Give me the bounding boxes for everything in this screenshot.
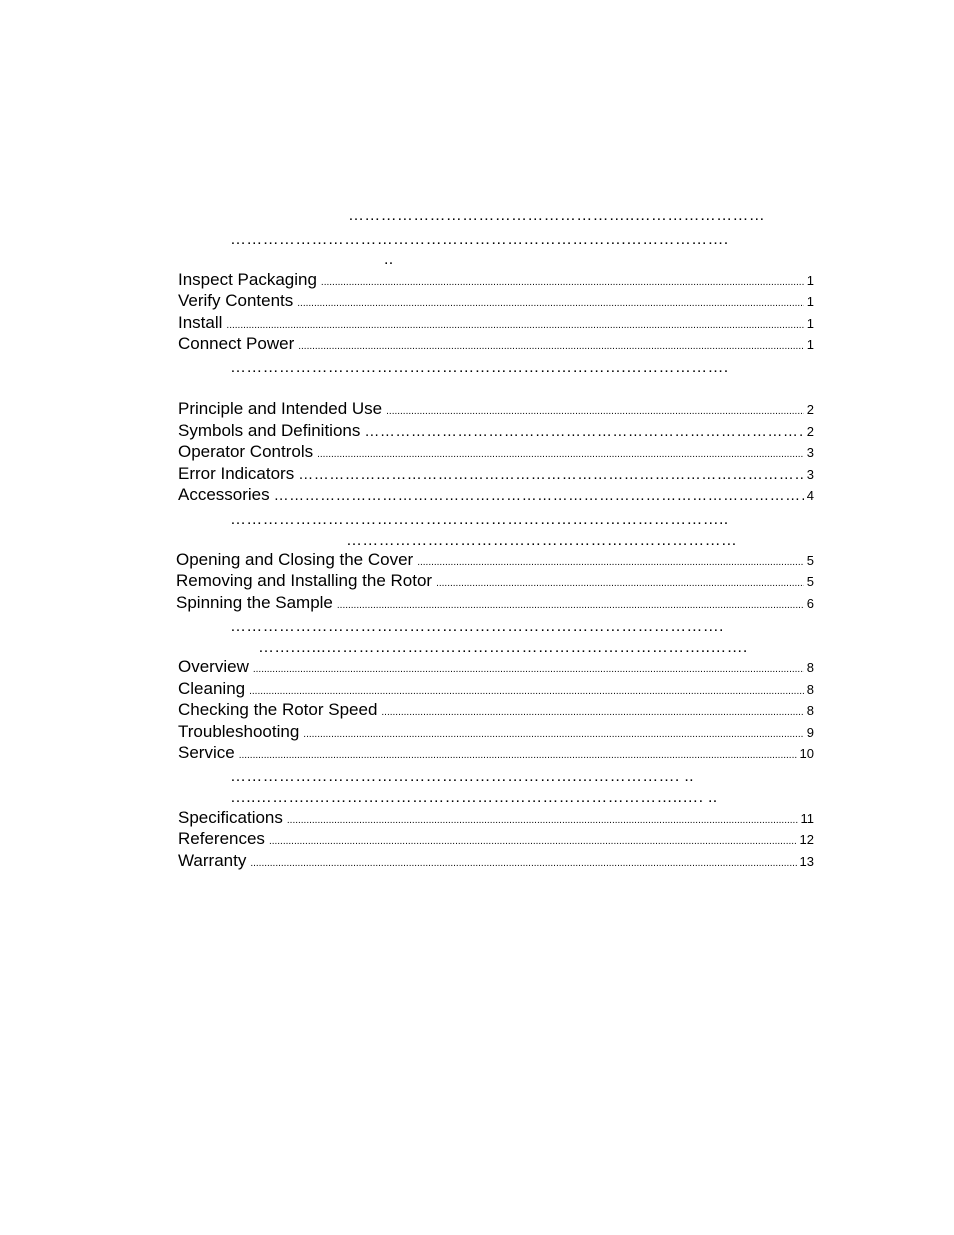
toc-entry-label: Operator Controls bbox=[178, 442, 314, 461]
toc-entry[interactable] bbox=[178, 678, 814, 699]
toc-entry-page: 8 bbox=[806, 703, 814, 718]
toc-entry-label: Accessories bbox=[178, 485, 270, 504]
toc-entry-leader bbox=[298, 464, 804, 484]
toc-entry-label: Connect Power bbox=[178, 334, 295, 353]
toc-entry-page: 12 bbox=[799, 832, 814, 847]
toc-entry-label: Error Indicators bbox=[178, 464, 295, 483]
toc-entry-leader bbox=[269, 831, 797, 849]
toc-entry-page: 1 bbox=[806, 316, 814, 331]
toc-entry-page: 4 bbox=[806, 488, 814, 503]
toc-entry-label: Symbols and Definitions bbox=[178, 421, 361, 440]
toc-entry-leader bbox=[249, 681, 804, 699]
section-leader-row: ……………………………………………………………….………………. bbox=[230, 359, 729, 376]
toc-entry-page: 5 bbox=[806, 553, 814, 568]
section-leader-row: .. bbox=[384, 251, 394, 268]
toc-entry-leader bbox=[250, 853, 796, 871]
section-leader-row: ……………………………………………………………….………………. bbox=[230, 231, 729, 248]
toc-entry-page: 13 bbox=[799, 854, 814, 869]
section-leader-row: …….…...……………………………………………………………..……. bbox=[258, 639, 748, 656]
toc-entry[interactable] bbox=[178, 484, 814, 505]
toc-entry-page: 2 bbox=[806, 424, 814, 439]
toc-entry-label: Specifications bbox=[178, 808, 283, 827]
toc-entry-leader bbox=[436, 573, 804, 591]
toc-entry-page: 11 bbox=[800, 811, 814, 826]
toc-entry-page: 5 bbox=[806, 574, 814, 589]
toc-entry-label: Opening and Closing the Cover bbox=[176, 550, 414, 569]
toc-entry-page: 1 bbox=[806, 294, 814, 309]
section-leader-row: ………………………………………………………………………………. bbox=[230, 618, 724, 635]
toc-entry-label: Install bbox=[178, 313, 223, 332]
toc-entry-label: Checking the Rotor Speed bbox=[178, 700, 378, 719]
toc-entry[interactable] bbox=[178, 290, 814, 311]
toc-entry-leader bbox=[364, 421, 803, 441]
toc-entry-leader bbox=[317, 444, 804, 462]
section-leader-row: ……………………………………………………………………………….. bbox=[230, 511, 729, 528]
toc-entry-page: 10 bbox=[799, 746, 814, 761]
toc-entry[interactable] bbox=[178, 721, 814, 742]
toc-entry-label: Principle and Intended Use bbox=[178, 399, 383, 418]
toc-entry[interactable] bbox=[178, 850, 814, 871]
toc-entry-page: 3 bbox=[806, 445, 814, 460]
toc-entry-leader bbox=[274, 485, 804, 505]
toc-entry-leader bbox=[303, 724, 803, 742]
toc-entry[interactable] bbox=[178, 828, 814, 849]
toc-entry-leader bbox=[417, 552, 804, 570]
toc-entry-page: 1 bbox=[806, 337, 814, 352]
toc-entry[interactable] bbox=[178, 463, 814, 484]
toc-entry-page: 8 bbox=[806, 682, 814, 697]
toc-entry-leader bbox=[239, 745, 797, 763]
toc-entry[interactable] bbox=[178, 807, 814, 828]
toc-entry-label: Warranty bbox=[178, 851, 247, 870]
toc-entry-page: 1 bbox=[806, 273, 814, 288]
toc-entry-page: 9 bbox=[806, 725, 814, 740]
toc-entry-page: 6 bbox=[806, 596, 814, 611]
toc-entry-label: Verify Contents bbox=[178, 291, 294, 310]
toc-entry-leader bbox=[298, 336, 804, 354]
toc-entry[interactable] bbox=[178, 656, 814, 677]
section-leader-row: ……………………………………………………….………………. .. bbox=[230, 768, 694, 785]
toc-entry[interactable] bbox=[178, 333, 814, 354]
toc-entry-label: Spinning the Sample bbox=[176, 593, 333, 612]
toc-entry-leader bbox=[386, 401, 804, 419]
toc-entry-leader bbox=[321, 272, 804, 290]
toc-entry[interactable] bbox=[176, 592, 814, 613]
toc-entry-label: Service bbox=[178, 743, 235, 762]
toc-entry[interactable] bbox=[178, 269, 814, 290]
toc-entry[interactable] bbox=[178, 312, 814, 333]
toc-entry[interactable] bbox=[178, 699, 814, 720]
section-leader-row: ……………………………………………..…………………… bbox=[348, 207, 765, 224]
toc-entry-leader bbox=[381, 702, 803, 720]
toc-entry-page: 2 bbox=[806, 402, 814, 417]
toc-entry[interactable] bbox=[176, 570, 814, 591]
toc-entry-label: Inspect Packaging bbox=[178, 270, 317, 289]
toc-entry-page: 3 bbox=[806, 467, 814, 482]
section-leader-row: ……………………………………………………………… bbox=[346, 532, 738, 549]
toc-entry-label: Overview bbox=[178, 657, 249, 676]
toc-entry[interactable] bbox=[178, 398, 814, 419]
toc-entry[interactable] bbox=[176, 549, 814, 570]
toc-entry-leader bbox=[337, 595, 804, 613]
toc-entry-label: Removing and Installing the Rotor bbox=[176, 571, 433, 590]
toc-entry[interactable] bbox=[178, 441, 814, 462]
toc-entry[interactable] bbox=[178, 742, 814, 763]
toc-entry-page: 8 bbox=[806, 660, 814, 675]
toc-entry-leader bbox=[297, 293, 803, 311]
section-leader-row: …..………..…………………………………………………………..…. .. bbox=[230, 789, 718, 806]
toc-entry-label: References bbox=[178, 829, 265, 848]
toc-entry-leader bbox=[287, 810, 798, 828]
toc-entry-label: Troubleshooting bbox=[178, 722, 300, 741]
toc-entry-label: Cleaning bbox=[178, 679, 246, 698]
toc-entry-leader bbox=[253, 659, 804, 677]
toc-entry-leader bbox=[226, 315, 803, 333]
toc-entry[interactable] bbox=[178, 420, 814, 441]
